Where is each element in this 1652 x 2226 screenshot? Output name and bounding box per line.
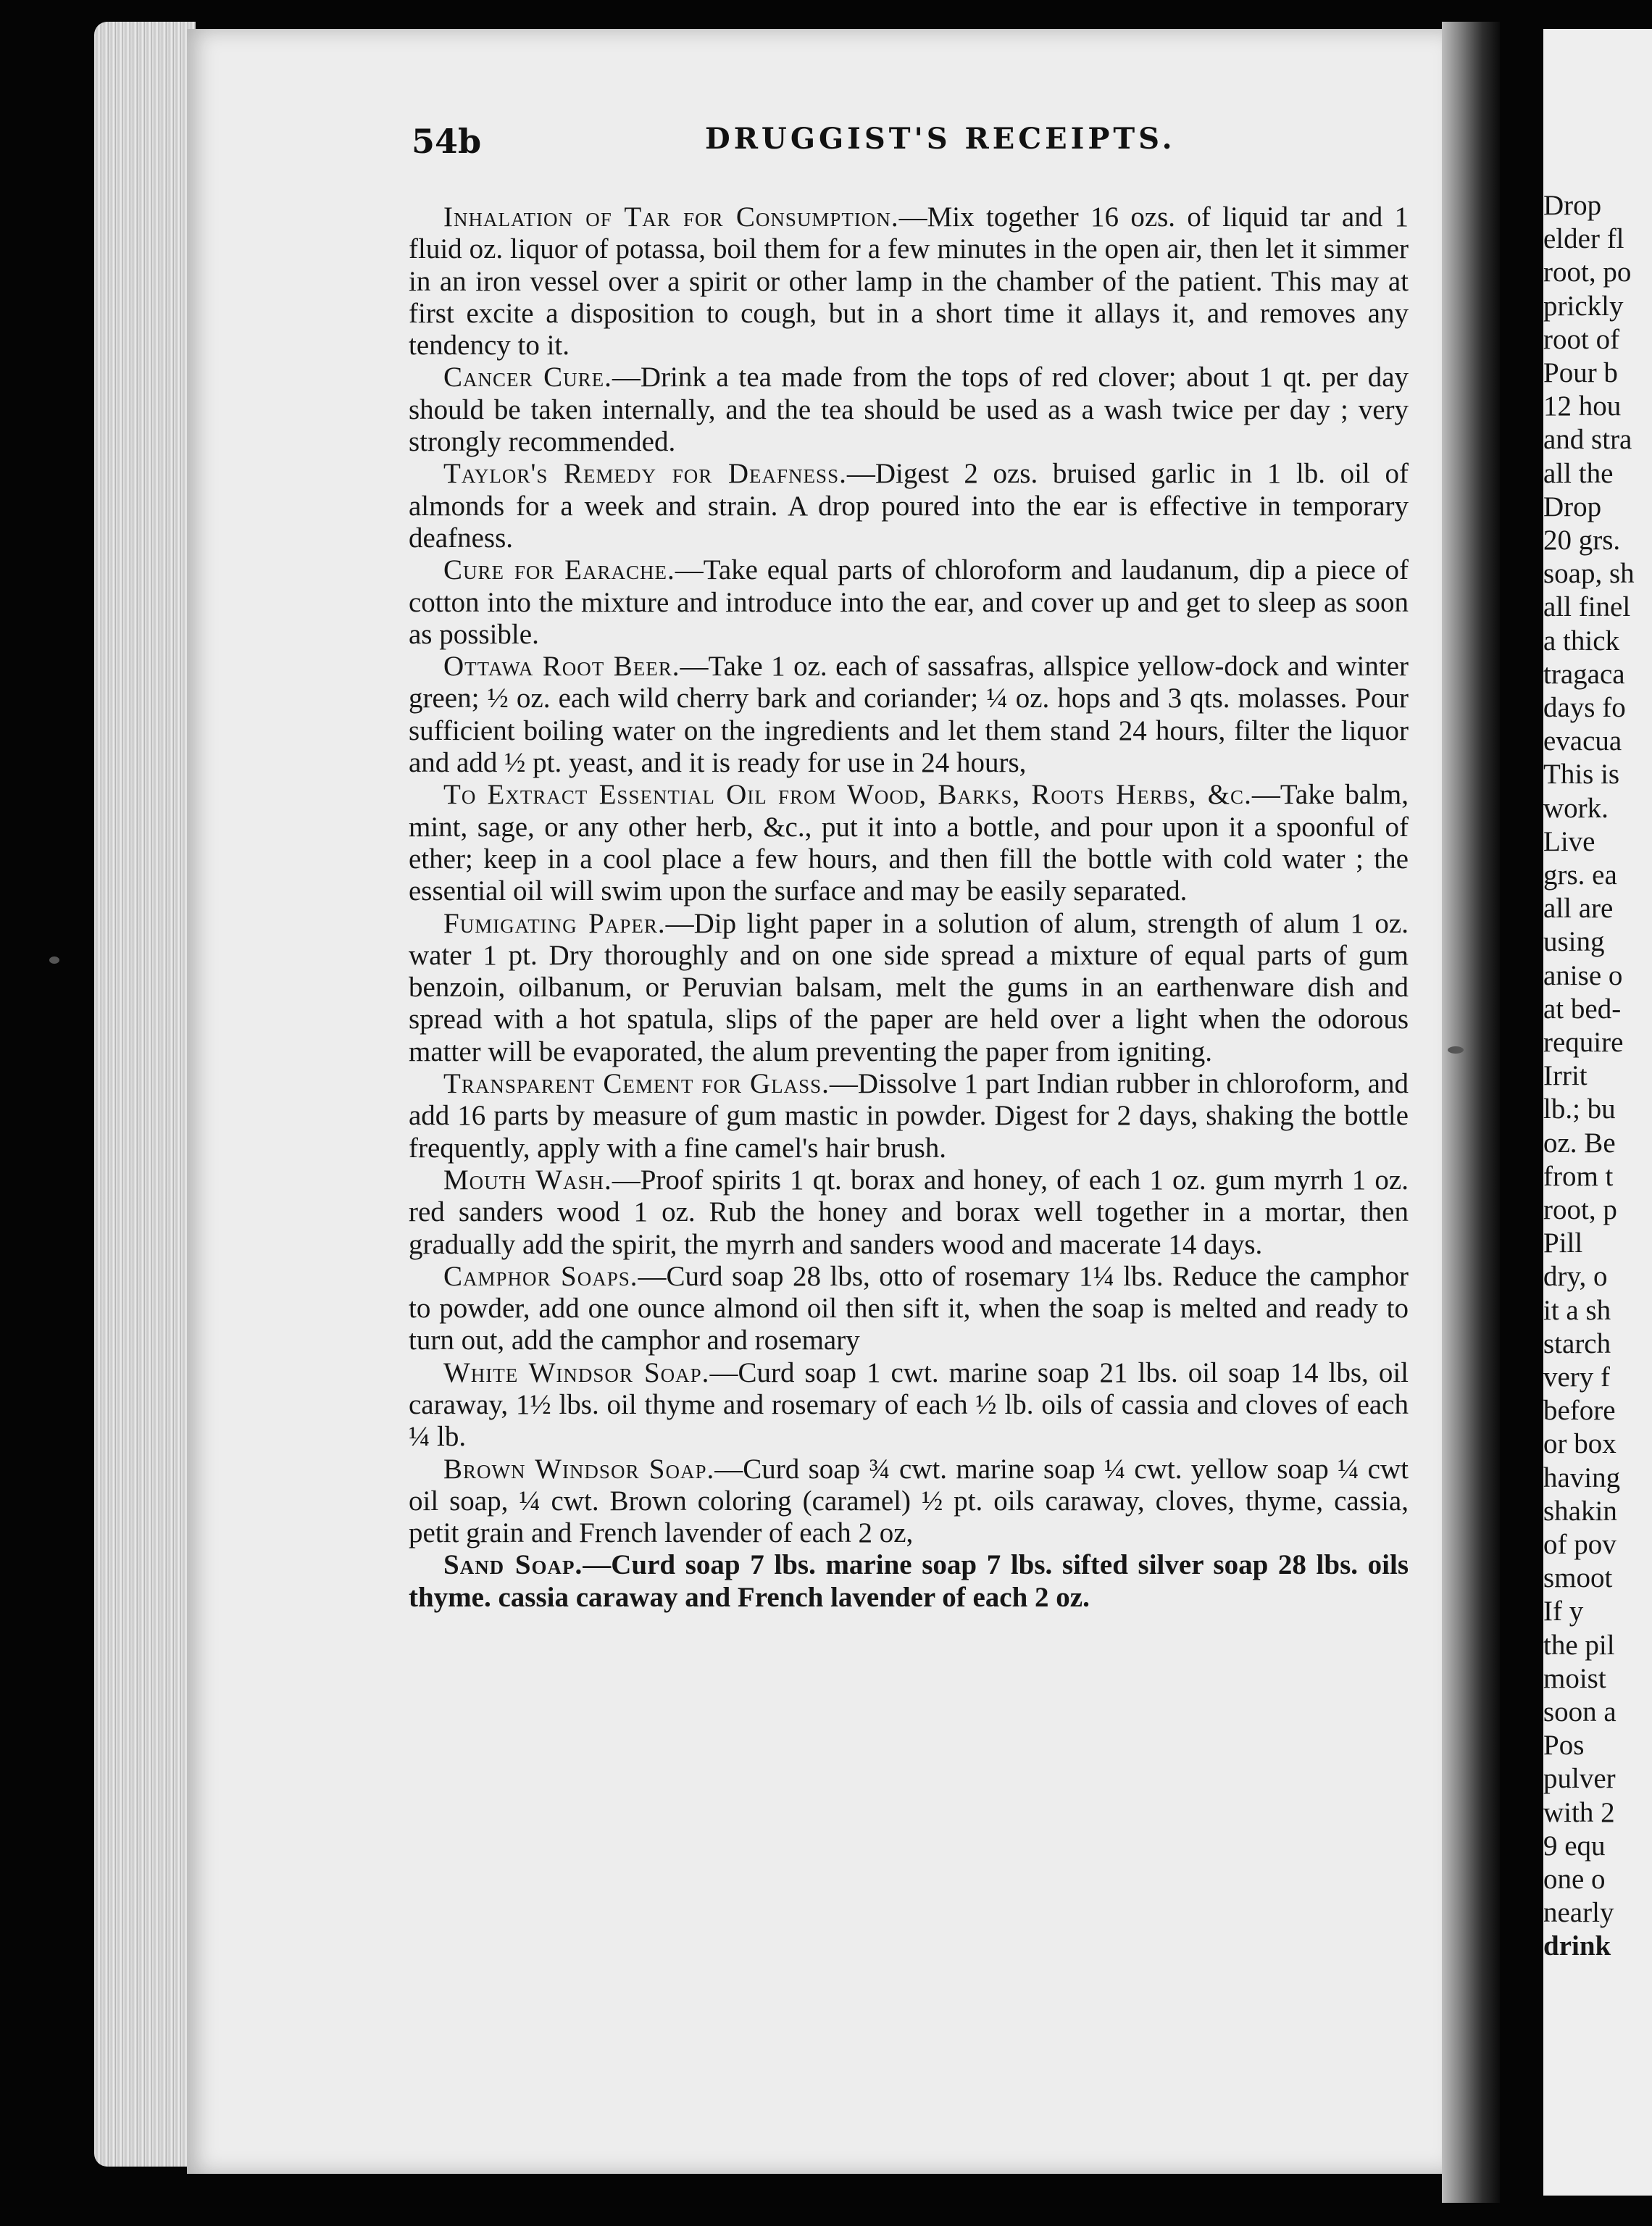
book-gutter — [1442, 22, 1500, 2203]
facing-page-fragment: all the — [1543, 457, 1614, 489]
facing-page-fragment: smoot — [1543, 1562, 1613, 1594]
facing-page-fragment: all are — [1543, 893, 1614, 925]
facing-page-fragment: evacua — [1543, 725, 1622, 757]
ink-smudge — [1448, 1046, 1464, 1054]
recipe-text: —Curd soap 7 lbs. marine soap 7 lbs. sifted silver soap 28 lbs. oils thyme. cassia caraway and French lavender of each 2 oz. — [409, 1549, 1409, 1613]
recipe-text: —Curd soap 28 lbs, otto of rosemary 1¼ lbs. Reduce the camphor to powder, add one ounce almond oil then sift it, when the soap is melted and ready to turn out, add the camphor and rosemary — [409, 1260, 1409, 1356]
recipe-title: Cure for Earache. — [443, 554, 675, 586]
facing-page-fragment: prickly — [1543, 290, 1624, 322]
recipe-entry — [409, 779, 1409, 907]
recipe-text: —Mix together 16 ozs. of liquid tar and 1 fluid oz. liquor of potassa, boil them for a few minutes in the open air, then let it simmer in an iron vessel over a spirit or other lamp in the chamber of the patient. This may at first excite a disposition to cough, but in a short time it allays it, and removes any tendency to it. — [409, 201, 1409, 362]
recipe-entry — [409, 1164, 1409, 1261]
recipe-entry — [409, 1357, 1409, 1454]
recipe-text: —Curd soap 1 cwt. marine soap 21 lbs. oil soap 14 lbs, oil caraway, 1½ lbs. oil thyme and rosemary of each ½ lb. oils of cassia and cloves of each ¼ lb. — [409, 1356, 1409, 1453]
facing-page-fragment: very f — [1543, 1362, 1611, 1393]
running-head: DRUGGIST'S RECEIPTS. — [705, 122, 1176, 156]
facing-page-fragment: 12 hou — [1543, 391, 1622, 422]
facing-page-fragment: one o — [1543, 1864, 1606, 1895]
recipe-entry — [409, 1261, 1409, 1357]
recipe-entry — [409, 1068, 1409, 1164]
facing-page-fragment: days fo — [1543, 692, 1626, 723]
recipe-text: —Dissolve 1 part Indian rubber in chloroform, and add 16 parts by measure of gum mastic in powder. Digest for 2 days, shaking the bottle frequently, apply with a fine camel's hair brush. — [409, 1068, 1409, 1164]
facing-page-fragment: oz. Be — [1543, 1127, 1616, 1159]
page-number: 54b — [412, 122, 482, 161]
facing-page-fragment: If y — [1543, 1596, 1584, 1627]
recipe-title: Sand Soap. — [443, 1549, 583, 1581]
recipe-title: Transparent Cement for Glass. — [443, 1068, 830, 1100]
facing-page-fragment: drink — [1543, 1930, 1611, 1962]
recipe-title: Mouth Wash. — [443, 1164, 612, 1196]
recipe-text: —Curd soap ¾ cwt. marine soap ¼ cwt. yellow soap ¼ cwt oil soap, ¼ cwt. Brown coloring (caramel) ½ pt. oils caraway, cloves, thyme, cassia, petit grain and French lavender of each 2 oz, — [409, 1453, 1409, 1549]
recipe-title: To Extract Essential Oil from Wood, Barks, Roots Herbs, &c. — [443, 779, 1252, 811]
recipe-title: Cancer Cure. — [443, 362, 612, 393]
facing-page-fragment: This is — [1543, 759, 1620, 791]
recipe-text: —Digest 2 ozs. bruised garlic in 1 lb. oil of almonds for a week and strain. A drop poured into the ear is effective in temporary deafness. — [409, 458, 1409, 554]
recipe-entry — [409, 554, 1409, 651]
facing-page-fragment: grs. ea — [1543, 859, 1617, 891]
facing-page-fragment: Pill — [1543, 1227, 1583, 1259]
facing-page-fragment: a thick — [1543, 625, 1620, 656]
recipe-text: —Take 1 oz. each of sassafras, allspice yellow-dock and winter green; ½ oz. each wild cherry bark and coriander; ¼ oz. hops and 3 qts. molasses. Pour sufficient boiling water on the ingredients and let them stand 24 hours, filter the liquor and add ½ pt. yeast, and it is ready for use in 24 hours, — [409, 651, 1409, 779]
facing-page-fragment: soap, sh — [1543, 558, 1635, 590]
recipe-title: Fumigating Paper. — [443, 907, 666, 939]
facing-page-fragment: with 2 — [1543, 1796, 1615, 1828]
facing-page-fragment: root, p — [1543, 1194, 1617, 1225]
facing-page-fragment: starch — [1543, 1327, 1611, 1359]
facing-page-fragment: soon a — [1543, 1696, 1616, 1727]
recipe-entry — [409, 201, 1409, 362]
facing-page-fragment: before — [1543, 1395, 1616, 1427]
recipe-entry — [409, 651, 1409, 779]
recipe-title: White Windsor Soap. — [443, 1356, 710, 1388]
facing-page-fragment: using — [1543, 926, 1605, 958]
facing-page-fragment: nearly — [1543, 1897, 1614, 1929]
page-body — [409, 201, 1409, 1969]
facing-page-fragment: or box — [1543, 1428, 1616, 1460]
facing-page-fragment: 9 equ — [1543, 1830, 1606, 1862]
recipe-entry — [409, 1454, 1409, 1550]
facing-page-fragment: at bed- — [1543, 993, 1622, 1025]
facing-page-fragment: Pos — [1543, 1730, 1585, 1762]
facing-page-fragment: it a sh — [1543, 1294, 1611, 1326]
ink-smudge — [49, 956, 59, 964]
recipe-title: Ottawa Root Beer. — [443, 651, 680, 683]
facing-page-fragment: elder fl — [1543, 223, 1624, 255]
facing-page-fragment: lb.; bu — [1543, 1093, 1616, 1125]
recipe-text: —Dip light paper in a solution of alum, strength of alum 1 oz. water 1 pt. Dry thoroughly and on one side spread a mixture of equal parts of gum benzoin, oilbanum, or Peruvian balsam, melt the gums in an earthenware dish and spread with a hot spatula, slips of the paper are held over a light when the odorous matter will be evaporated, the alum preventing the paper from igniting. — [409, 907, 1409, 1067]
facing-page-fragment: having — [1543, 1462, 1621, 1493]
facing-page-fragment: Drop — [1543, 491, 1602, 522]
facing-page-fragment: all finel — [1543, 591, 1631, 623]
recipe-title: Camphor Soaps. — [443, 1260, 638, 1292]
recipe-title: Brown Windsor Soap. — [443, 1453, 715, 1485]
facing-page-fragment: dry, o — [1543, 1261, 1608, 1293]
facing-page-fragment: require — [1543, 1027, 1624, 1058]
facing-page-fragment: work. — [1543, 792, 1609, 824]
facing-page-fragment: from t — [1543, 1160, 1614, 1192]
recipe-entry — [409, 362, 1409, 458]
facing-page-fragment: the pil — [1543, 1629, 1615, 1661]
facing-page-fragment: of pov — [1543, 1529, 1616, 1560]
facing-page-fragment: moist — [1543, 1662, 1606, 1694]
facing-page-fragment: root of — [1543, 323, 1620, 355]
recipe-entry — [409, 908, 1409, 1068]
facing-page-fragment: pulver — [1543, 1763, 1616, 1795]
facing-page-fragment: Drop — [1543, 190, 1602, 221]
recipe-entry — [409, 1549, 1409, 1614]
recipe-title: Inhalation of Tar for Consumption. — [443, 201, 899, 233]
recipe-text: —Proof spirits 1 qt. borax and honey, of each 1 oz. gum myrrh 1 oz. red sanders wood 1 oz. Rub the honey and borax well together in a mortar, then gradually add the spirit, the myrrh and sanders wood and macerate 14 days. — [409, 1164, 1409, 1260]
recipe-entry — [409, 458, 1409, 554]
facing-page-fragment: and stra — [1543, 424, 1632, 456]
facing-page-fragment: tragaca — [1543, 658, 1625, 690]
recipe-text: —Take equal parts of chloroform and laudanum, dip a piece of cotton into the mixture and introduce into the ear, and cover up and get to sleep as soon as possible. — [409, 554, 1409, 650]
recipe-text: —Drink a tea made from the tops of red clover; about 1 qt. per day should be taken internally, and the tea should be used as a wash twice per day ; very strongly recommended. — [409, 362, 1409, 458]
facing-page-fragment: Irrit — [1543, 1060, 1588, 1092]
facing-page-fragment: Live — [1543, 825, 1595, 857]
facing-page-fragment: root, po — [1543, 257, 1632, 288]
recipe-text: —Take balm, mint, sage, or any other herb, &c., put it into a bottle, and pour upon it a spoonful of ether; keep in a cool place a few hours, and then fill the bottle with cold water ; the essential oil will swim upon the surface and may be easily separated. — [409, 779, 1409, 907]
facing-page-fragment: 20 grs. — [1543, 525, 1621, 556]
book-fore-edge — [94, 22, 196, 2167]
facing-page-fragment: Pour b — [1543, 357, 1618, 388]
facing-page-fragment: anise o — [1543, 959, 1623, 991]
facing-page-fragment: shakin — [1543, 1495, 1617, 1527]
recipe-title: Taylor's Remedy for Deafness. — [443, 458, 847, 490]
